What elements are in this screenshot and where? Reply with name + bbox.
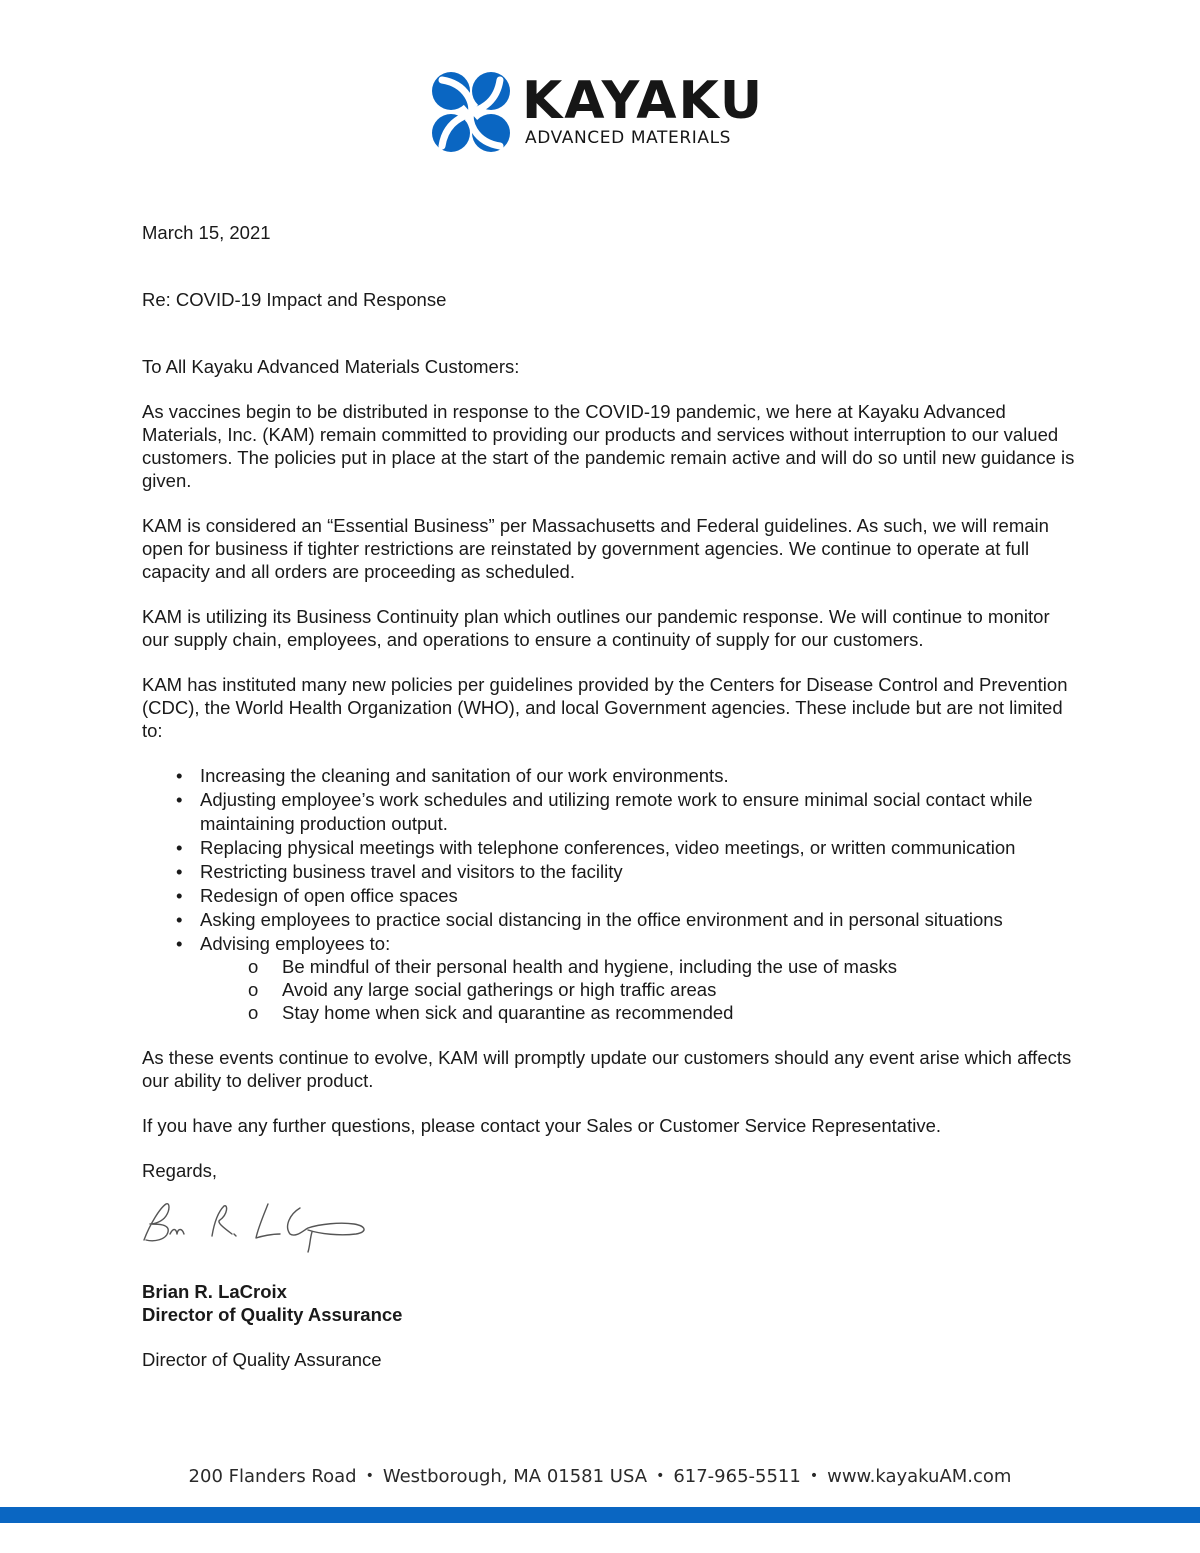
sub-list-item-text: Be mindful of their personal health and hygiene, including the use of masks <box>282 956 897 977</box>
list-item <box>142 908 1077 932</box>
logo-subtitle: ADVANCED MATERIALS <box>525 128 732 148</box>
bullet-dot-icon: • <box>176 789 183 810</box>
handwritten-signature <box>140 1194 380 1258</box>
signer-title-repeat: Director of Quality Assurance <box>142 1349 382 1370</box>
footer-website: www.kayakuAM.com <box>827 1466 1012 1487</box>
signer-title: Director of Quality Assurance <box>142 1304 403 1325</box>
kayaku-swirl-logo-icon <box>428 70 514 156</box>
paragraph: KAM is utilizing its Business Continuity plan which outlines our pandemic response. We will continue to monitor our supply chain, employees, and operations to ensure a continuity of supply for our customers. <box>142 606 1050 650</box>
footer-city: Westborough, MA 01581 USA <box>382 1466 648 1487</box>
list-item-text: Advising employees to: <box>200 932 391 954</box>
list-item <box>142 860 1077 884</box>
list-item-text: Redesign of open office spaces <box>200 884 458 906</box>
bullet-dot-icon: • <box>176 860 183 882</box>
list-item-text: Increasing the cleaning and sanitation of our work environments. <box>200 765 729 786</box>
paragraph: As these events continue to evolve, KAM will promptly update our customers should any event arise which affects our ability to deliver product. <box>142 1047 1072 1091</box>
logo-wordmark: KAYAKU <box>522 71 765 131</box>
list-item-text: Replacing physical meetings with telephone conferences, video meetings, or written communication <box>200 836 1016 858</box>
letter-closing: Regards, <box>142 1160 218 1181</box>
bullet-separator-icon: • <box>809 1468 819 1484</box>
list-item <box>142 764 1077 788</box>
sub-list-item <box>142 955 1077 978</box>
sub-list-item-text: Stay home when sick and quarantine as recommended <box>282 1002 734 1023</box>
list-item-text: Adjusting employee’s work schedules and utilizing remote work to ensure minimal social contact while maintaining production output. <box>200 789 1033 834</box>
advice-sub-list <box>142 955 1077 1024</box>
bullet-circle-icon: o <box>248 979 259 1000</box>
letter-salutation: To All Kayaku Advanced Materials Customers: <box>142 356 520 377</box>
sub-list-item <box>142 1001 1077 1024</box>
letter-date: March 15, 2021 <box>142 222 271 243</box>
bullet-separator-icon: • <box>656 1468 665 1484</box>
paragraph: KAM has instituted many new policies per guidelines provided by the Centers for Disease Control and Prevention (CDC), the World Health Organization (WHO), and local Government agencies. These include but are not limited to: <box>142 674 1068 741</box>
list-item <box>142 884 1077 908</box>
list-item-text: Restricting business travel and visitors to the facility <box>200 860 623 882</box>
sub-list-item-text: Avoid any large social gatherings or high traffic areas <box>282 979 717 1000</box>
list-item <box>142 788 1077 835</box>
letter-subject: Re: COVID-19 Impact and Response <box>142 289 447 310</box>
list-item <box>142 836 1077 860</box>
policy-list <box>142 764 1077 1024</box>
bullet-dot-icon: • <box>176 932 183 954</box>
footer-phone: 617-965-5511 <box>673 1466 801 1487</box>
bullet-circle-icon: o <box>248 1002 259 1023</box>
company-logo <box>428 70 773 156</box>
bullet-dot-icon: • <box>176 765 183 786</box>
bullet-circle-icon: o <box>248 956 259 977</box>
footer-address: 200 Flanders Road <box>188 1466 357 1487</box>
bullet-dot-icon: • <box>176 884 183 906</box>
list-item <box>142 932 1077 1025</box>
bullet-dot-icon: • <box>176 908 183 930</box>
paragraph: As vaccines begin to be distributed in response to the COVID-19 pandemic, we here at Kayaku Advanced Materials, Inc. (KAM) remain committed to providing our products and services without interruption to our valued customers. The policies put in place at the start of the pandemic remain active and will do so until new guidance is given. <box>142 401 1075 491</box>
bullet-dot-icon: • <box>176 836 183 858</box>
letter-body <box>142 221 1077 1371</box>
paragraph: KAM is considered an “Essential Business” per Massachusetts and Federal guidelines. As such, we will remain open for business if tighter restrictions are reinstated by government agencies. We continue to operate at full capacity and all orders are proceeding as scheduled. <box>142 515 1049 582</box>
list-item-text: Asking employees to practice social distancing in the office environment and in personal situations <box>200 908 1003 930</box>
letterhead-footer <box>0 1466 1200 1487</box>
signer-name: Brian R. LaCroix <box>142 1281 287 1302</box>
sub-list-item <box>142 978 1077 1001</box>
bullet-separator-icon: • <box>365 1468 374 1484</box>
paragraph: If you have any further questions, please contact your Sales or Customer Service Representative. <box>142 1115 941 1136</box>
footer-brand-bar <box>0 1507 1200 1523</box>
